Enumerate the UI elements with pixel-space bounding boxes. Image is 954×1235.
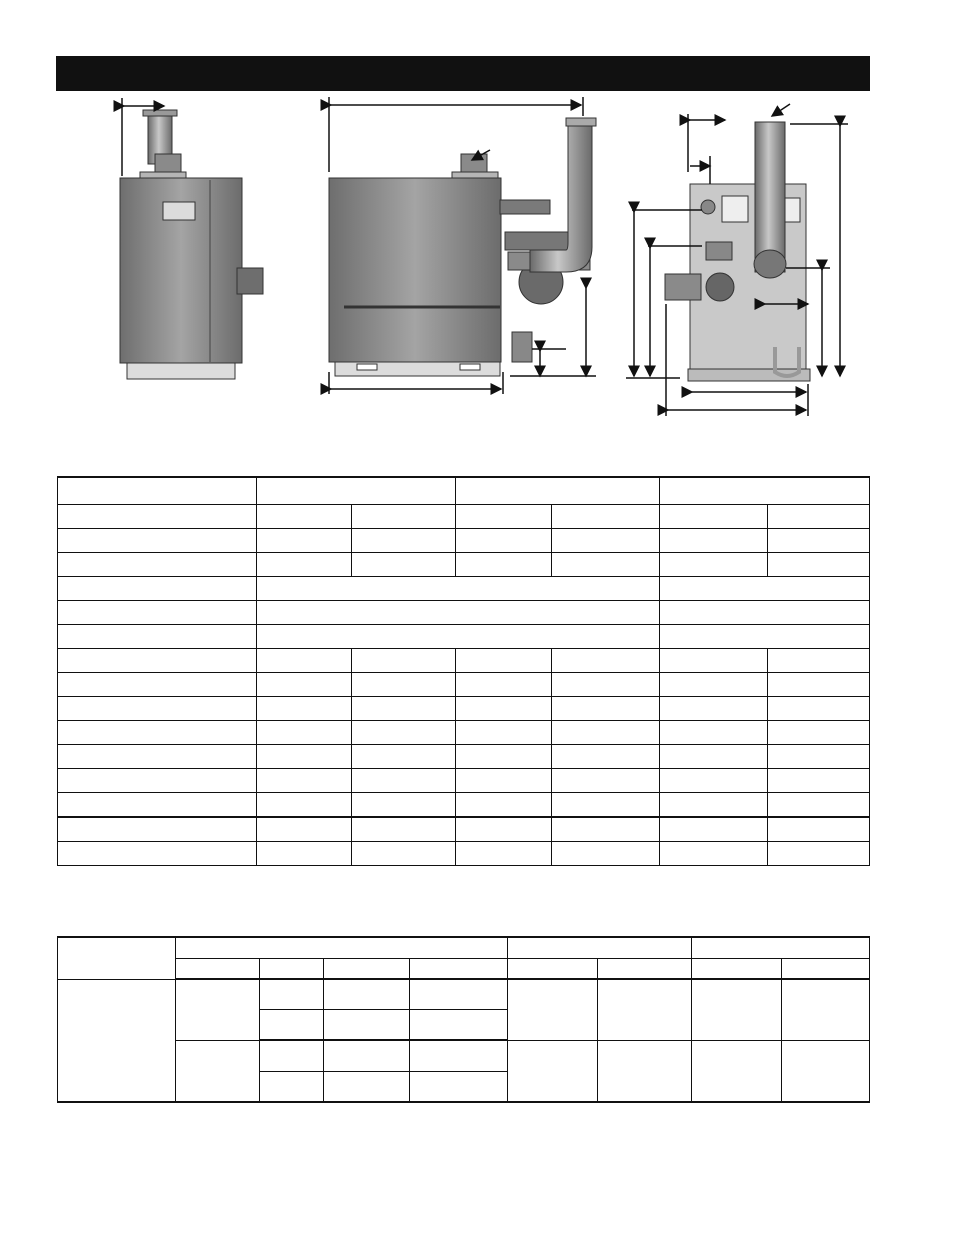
table-row [58,959,870,980]
table-row [58,649,870,673]
table-row [58,673,870,697]
table-row [58,477,870,505]
dimension-spec-table [57,476,870,866]
table-row [58,769,870,793]
table-row [58,577,870,601]
table-row [58,842,870,866]
connection-size-table [57,936,870,1103]
table-row [58,529,870,553]
table-row [58,721,870,745]
display-panel-icon [163,202,195,220]
boiler-dimension-drawing [0,92,954,422]
table-row [58,697,870,721]
table-row [58,793,870,818]
table-row [58,745,870,769]
table-row [58,553,870,577]
table-row [58,937,870,959]
table-row [58,817,870,842]
section-title-bar [56,56,870,91]
front-view [120,98,263,379]
side-view [329,97,596,394]
table-row [58,979,870,1010]
table-row [58,1040,870,1072]
table-row [58,625,870,649]
table-row [58,601,870,625]
rear-view [626,104,848,416]
table-row [58,505,870,529]
